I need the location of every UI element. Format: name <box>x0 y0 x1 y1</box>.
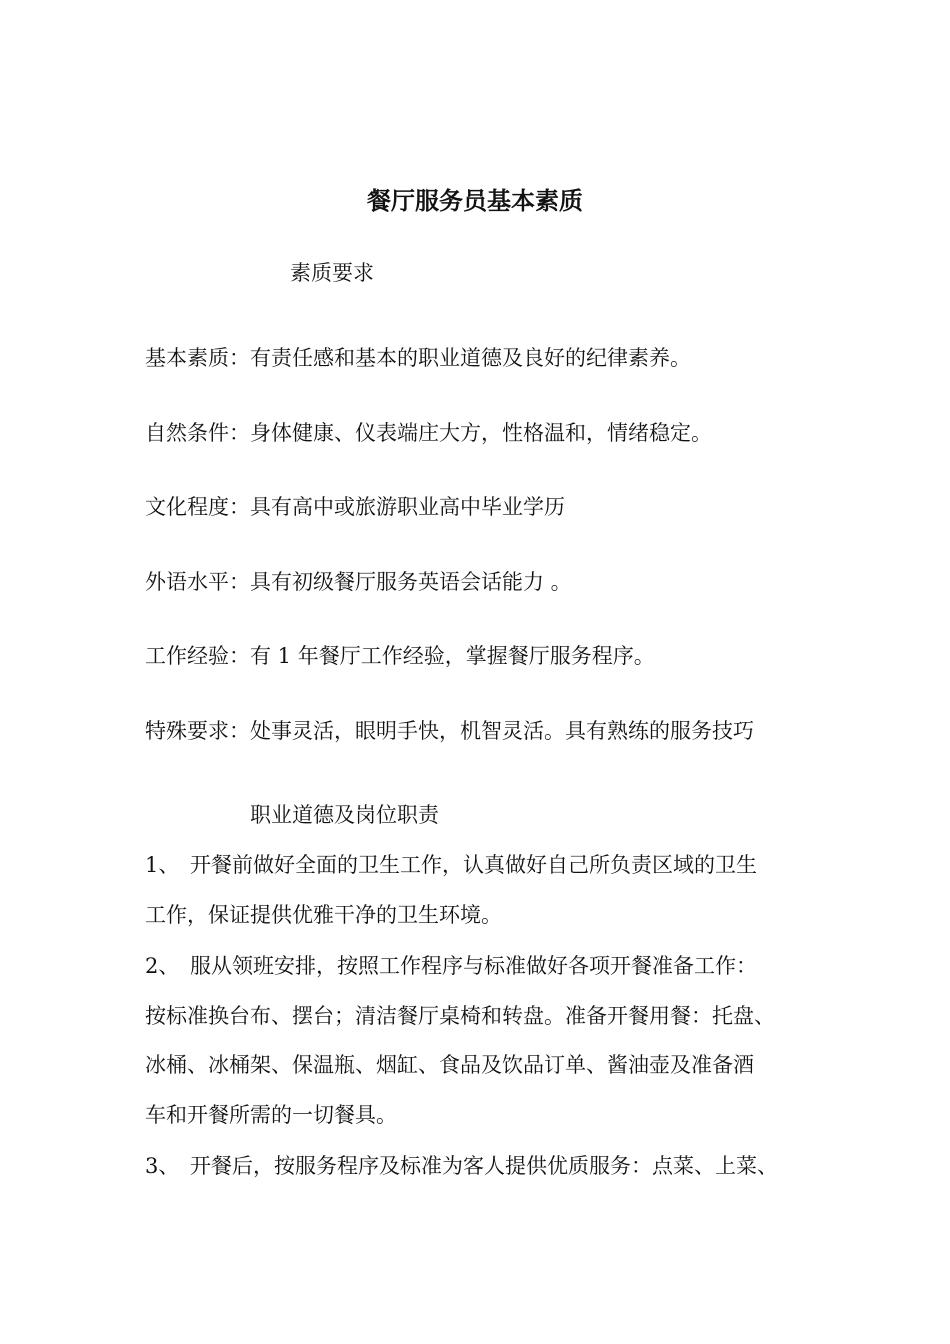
section-heading-requirements: 素质要求 <box>290 261 374 285</box>
duty-item-2-continuation: 冰桶、冰桶架、保温瓶、烟缸、食品及饮品订单、酱油壶及准备酒 <box>145 1053 754 1077</box>
duty-item-3 <box>145 1151 778 1181</box>
requirement-natural-conditions: 自然条件：身体健康、仪表端庄大方，性格温和，情绪稳定。 <box>145 421 712 445</box>
requirement-special: 特殊要求：处事灵活，眼明手快，机智灵活。具有熟练的服务技巧 <box>145 719 754 743</box>
duty-number: 3、 <box>145 1154 180 1178</box>
requirement-education: 文化程度：具有高中或旅游职业高中毕业学历 <box>145 495 565 519</box>
duty-text: 开餐前做好全面的卫生工作，认真做好自己所负责区域的卫生 <box>190 853 757 877</box>
duty-number: 2、 <box>145 954 180 978</box>
duty-item-1-continuation: 工作，保证提供优雅干净的卫生环境。 <box>145 903 502 927</box>
duty-item-2 <box>145 951 757 981</box>
requirement-foreign-language: 外语水平：具有初级餐厅服务英语会话能力 。 <box>145 570 572 594</box>
duty-text: 服从领班安排，按照工作程序与标准做好各项开餐准备工作： <box>190 954 757 978</box>
duty-text: 开餐后，按服务程序及标准为客人提供优质服务：点菜、上菜、 <box>190 1154 778 1178</box>
document-title: 餐厅服务员基本素质 <box>367 186 583 215</box>
duty-number: 1、 <box>145 853 180 877</box>
duty-item-2-continuation: 车和开餐所需的一切餐具。 <box>145 1103 397 1127</box>
duty-item-2-continuation: 按标准换台布、摆台；清洁餐厅桌椅和转盘。准备开餐用餐：托盘、 <box>145 1004 775 1028</box>
requirement-basic-quality: 基本素质：有责任感和基本的职业道德及良好的纪律素养。 <box>145 346 691 370</box>
requirement-work-experience: 工作经验：有 1 年餐厅工作经验，掌握餐厅服务程序。 <box>145 644 655 668</box>
section-heading-duties: 职业道德及岗位职责 <box>250 803 439 827</box>
duty-item-1 <box>145 850 757 880</box>
